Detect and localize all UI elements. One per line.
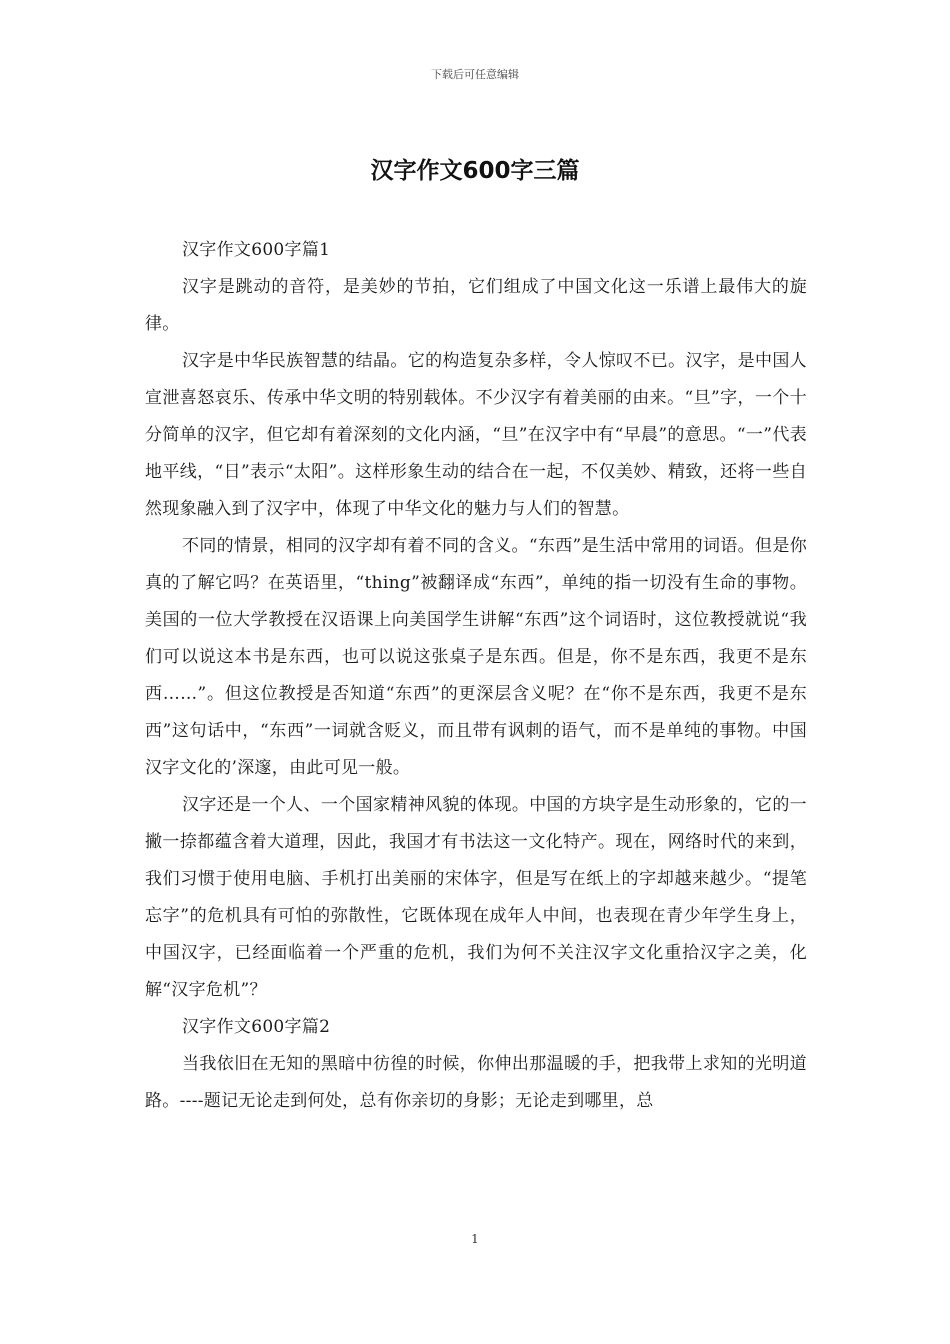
section-heading: 汉字作文600字篇1	[182, 240, 331, 260]
document-body	[145, 232, 807, 1120]
document-title: 汉字作文600字三篇	[370, 158, 580, 184]
paragraph: 汉字还是一个人、一个国家精神风貌的体现。中国的方块字是生动形象的，它的一撇一捺都蕴含着大道理，因此，我国才有书法这一文化特产。现在，网络时代的来到，我们习惯于使用电脑、手机打出美丽的宋体字，但是写在纸上的字却越来越少。“提笔忘字”的危机具有可怕的弥散性，它既体现在成年人中间，也表现在青少年学生身上，中国汉字，已经面临着一个严重的危机，我们为何不关注汉字文化重拾汉字之美，化解“汉字危机”？	[145, 795, 807, 1000]
paragraph: 汉字是中华民族智慧的结晶。它的构造复杂多样，令人惊叹不已。汉字，是中国人宣泄喜怒哀乐、传承中华文明的特别载体。不少汉字有着美丽的由来。“旦”字，一个十分简单的汉字，但它却有着深刻的文化内涵，“旦”在汉字中有“早晨”的意思。“一”代表地平线，“日”表示“太阳”。这样形象生动的结合在一起，不仅美妙、精致，还将一些自然现象融入到了汉字中，体现了中华文化的魅力与人们的智慧。	[145, 351, 807, 519]
page-header-note: 下载后可任意编辑	[431, 68, 519, 81]
paragraph: 当我依旧在无知的黑暗中彷徨的时候，你伸出那温暖的手，把我带上求知的光明道路。----题记无论走到何处，总有你亲切的身影；无论走到哪里，总	[145, 1054, 807, 1111]
paragraph: 不同的情景，相同的汉字却有着不同的含义。“东西”是生活中常用的词语。但是你真的了解它吗？在英语里，“thing”被翻译成“东西”，单纯的指一切没有生命的事物。美国的一位大学教授在汉语课上向美国学生讲解“东西”这个词语时，这位教授就说“我们可以说这本书是东西，也可以说这张桌子是东西。但是，你不是东西，我更不是东西……”。但这位教授是否知道“东西”的更深层含义呢？在“你不是东西，我更不是东西”这句话中，“东西”一词就含贬义，而且带有讽刺的语气，而不是单纯的事物。中国汉字文化的’深邃，由此可见一般。	[145, 536, 807, 778]
page-number: 1	[471, 1232, 479, 1246]
section-heading: 汉字作文600字篇2	[182, 1017, 331, 1037]
paragraph: 汉字是跳动的音符，是美妙的节拍，它们组成了中国文化这一乐谱上最伟大的旋律。	[145, 277, 807, 334]
